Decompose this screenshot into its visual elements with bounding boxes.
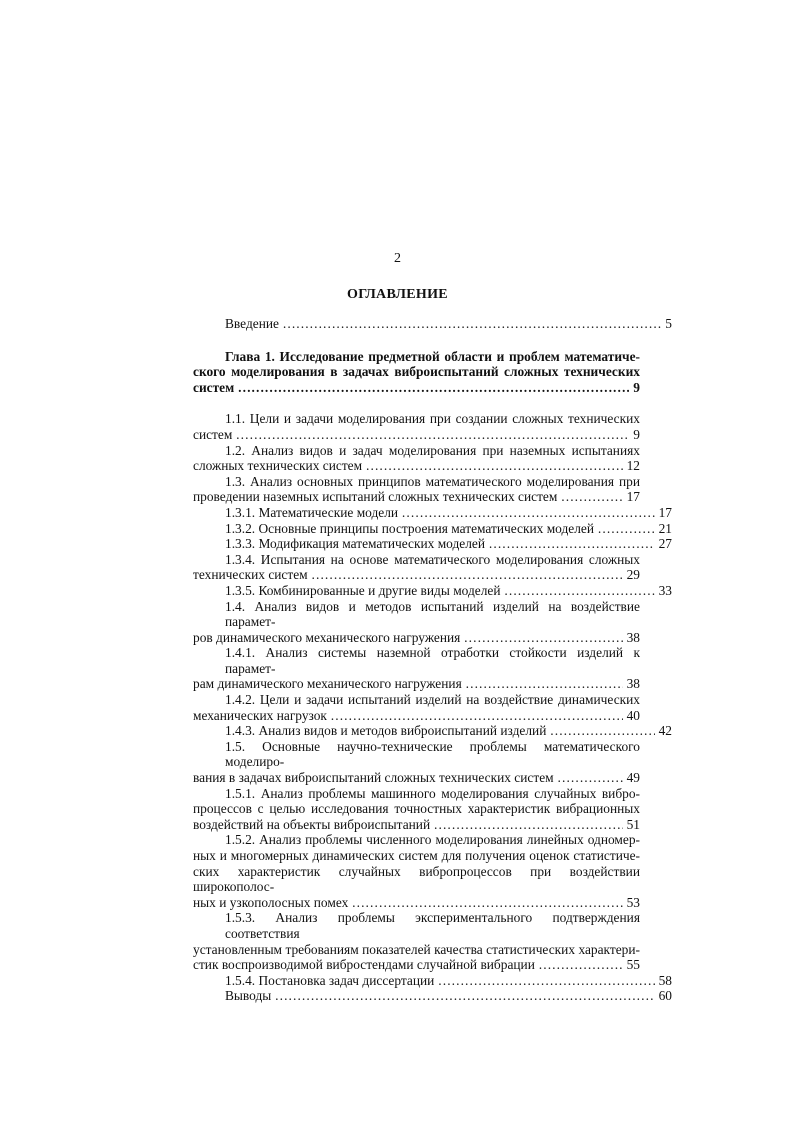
toc-entry-page: 53 (626, 894, 640, 910)
toc-entry-title: 1.3.1. Математические модели …………………………………………………………………………………………………………………………………………………………………… (225, 505, 655, 521)
toc-entry-page: 40 (626, 707, 640, 723)
toc-entry-page: 17 (626, 489, 640, 505)
toc-entry-title: Выводы …………………………………………………………………………………………………………………………………………………………………… (225, 988, 655, 1004)
toc-entry-line: установленным требованиям показателей качества статистических характери- (193, 941, 640, 957)
toc-entry-page: 21 (658, 520, 672, 536)
toc-entry-line: ных и многомерных динамических систем для получения оценок статистиче- (193, 848, 640, 863)
toc-entry-title: сложных технических систем …………………………………………………………………………………………………………………………………………………………………… (193, 458, 623, 474)
toc-entry-1-4[interactable] (193, 599, 640, 646)
toc-entry-title: систем …………………………………………………………………………………………………………………………………………………………………… (193, 427, 629, 443)
toc-entry-page: 51 (626, 816, 640, 832)
toc-entry-page: 12 (626, 458, 640, 474)
toc-entry-page: 29 (626, 567, 640, 583)
table-of-contents (193, 312, 672, 1004)
toc-entry-1-5-3[interactable] (193, 910, 640, 972)
toc-entry-page: 27 (658, 536, 672, 552)
toc-entry-line: 1.2. Анализ видов и задач моделирования при наземных испытаниях (225, 442, 640, 458)
toc-entry-title: 1.3.3. Модификация математических моделей …………………………………………………………………………………………………………………………………………………………………… (225, 536, 655, 552)
toc-entry-conclusions[interactable] (193, 988, 672, 1004)
toc-entry-1-3-2[interactable] (193, 521, 672, 537)
toc-entry-1-5[interactable] (193, 739, 640, 786)
toc-entry-chapter-1[interactable] (193, 349, 640, 396)
toc-entry-line: 1.4.2. Цели и задачи испытаний изделий на воздействие динамических (225, 692, 640, 708)
toc-entry-title: проведении наземных испытаний сложных технических систем …………………………………………………………………………………………………………………………………………………………………… (193, 489, 623, 505)
toc-entry-title: систем …………………………………………………………………………………………………………………………………………………………………… (193, 380, 629, 396)
toc-entry-title: механических нагрузок …………………………………………………………………………………………………………………………………………………………………… (193, 708, 623, 724)
toc-entry-1-5-2[interactable] (193, 832, 640, 910)
toc-entry-line: 1.3.4. Испытания на основе математического моделирования сложных (225, 551, 640, 567)
toc-entry-page: 60 (658, 988, 672, 1004)
toc-entry-line: 1.4. Анализ видов и методов испытаний изделий на воздействие парамет- (225, 598, 640, 630)
toc-entry-line: ского моделирования в задачах виброиспытаний сложных технических (193, 364, 640, 380)
toc-entry-1-3[interactable] (193, 474, 640, 505)
toc-entry-1-5-1[interactable] (193, 786, 640, 833)
toc-entry-line: процессов с целью исследования точностных характеристик вибрационных (193, 801, 640, 817)
toc-entry-line: ских характеристик случайных вибропроцессов при воздействии широкополос- (193, 863, 640, 895)
toc-entry-title: 1.3.2. Основные принципы построения математических моделей …………………………………………………………………………………………………………………………………………………………………… (225, 521, 655, 537)
toc-entry-page: 38 (626, 676, 640, 692)
toc-entry-line: 1.3. Анализ основных принципов математического моделирования при (225, 473, 640, 489)
toc-entry-1-5-4[interactable] (193, 973, 672, 989)
toc-entry-page: 9 (633, 426, 640, 442)
toc-entry-line: 1.1. Цели и задачи моделирования при создании сложных технических (225, 411, 640, 427)
toc-entry-1-2[interactable] (193, 443, 640, 474)
toc-entry-1-4-1[interactable] (193, 645, 640, 692)
toc-entry-title: технических систем …………………………………………………………………………………………………………………………………………………………………… (193, 567, 623, 583)
toc-entry-page: 17 (658, 504, 672, 520)
toc-entry-page: 55 (626, 957, 640, 973)
toc-entry-page: 33 (658, 582, 672, 598)
toc-entry-title: стик воспроизводимой вибростендами случайной вибрации …………………………………………………………………………………………………………………………………………………………………… (193, 957, 623, 973)
toc-entry-title: ров динамического механического нагружения …………………………………………………………………………………………………………………………………………………………………… (193, 630, 623, 646)
toc-entry-1-3-1[interactable] (193, 505, 672, 521)
toc-entry-page: 58 (658, 972, 672, 988)
toc-entry-title: Введение …………………………………………………………………………………………………………………………………………………………………… (225, 316, 661, 332)
toc-entry-intro[interactable] (193, 316, 672, 332)
toc-entry-title: 1.4.3. Анализ видов и методов виброиспытаний изделий …………………………………………………………………………………………………………………………………………………………………… (225, 723, 655, 739)
toc-entry-page: 49 (626, 770, 640, 786)
toc-title: ОГЛАВЛЕНИЕ (347, 287, 448, 302)
toc-entry-title: вания в задачах виброиспытаний сложных технических систем …………………………………………………………………………………………………………………………………………………………………… (193, 770, 623, 786)
toc-entry-title: 1.5.4. Постановка задач диссертации …………………………………………………………………………………………………………………………………………………………………… (225, 973, 655, 989)
toc-entry-title: рам динамического механического нагружения …………………………………………………………………………………………………………………………………………………………………… (193, 676, 623, 692)
toc-entry-line: Глава 1. Исследование предметной области и проблем математиче- (225, 348, 640, 364)
toc-entry-page: 9 (633, 379, 640, 395)
toc-entry-line: 1.5. Основные научно-технические проблемы математического моделиро- (225, 738, 640, 770)
toc-entry-title: воздействий на объекты виброиспытаний …………………………………………………………………………………………………………………………………………………………………… (193, 817, 623, 833)
toc-entry-1-3-4[interactable] (193, 552, 640, 583)
toc-entry-1-3-5[interactable] (193, 583, 672, 599)
toc-entry-title: ных и узкополосных помех …………………………………………………………………………………………………………………………………………………………………… (193, 895, 623, 911)
toc-entry-line: 1.5.1. Анализ проблемы машинного моделирования случайных вибро- (225, 785, 640, 801)
toc-entry-line: 1.5.3. Анализ проблемы экспериментального подтверждения соответствия (225, 910, 640, 941)
toc-entry-1-3-3[interactable] (193, 536, 672, 552)
toc-entry-line: 1.4.1. Анализ системы наземной отработки стойкости изделий к парамет- (225, 645, 640, 676)
toc-entry-title: 1.3.5. Комбинированные и другие виды моделей …………………………………………………………………………………………………………………………………………………………………… (225, 583, 655, 599)
page-number: 2 (394, 251, 401, 266)
toc-entry-1-4-3[interactable] (193, 723, 672, 739)
toc-entry-1-4-2[interactable] (193, 692, 640, 723)
toc-entry-page: 5 (665, 316, 672, 331)
toc-entry-page: 42 (658, 723, 672, 739)
toc-entry-1-1[interactable] (193, 411, 640, 442)
toc-entry-line: 1.5.2. Анализ проблемы численного моделирования линейных одномер- (225, 832, 640, 848)
toc-entry-page: 38 (626, 629, 640, 645)
